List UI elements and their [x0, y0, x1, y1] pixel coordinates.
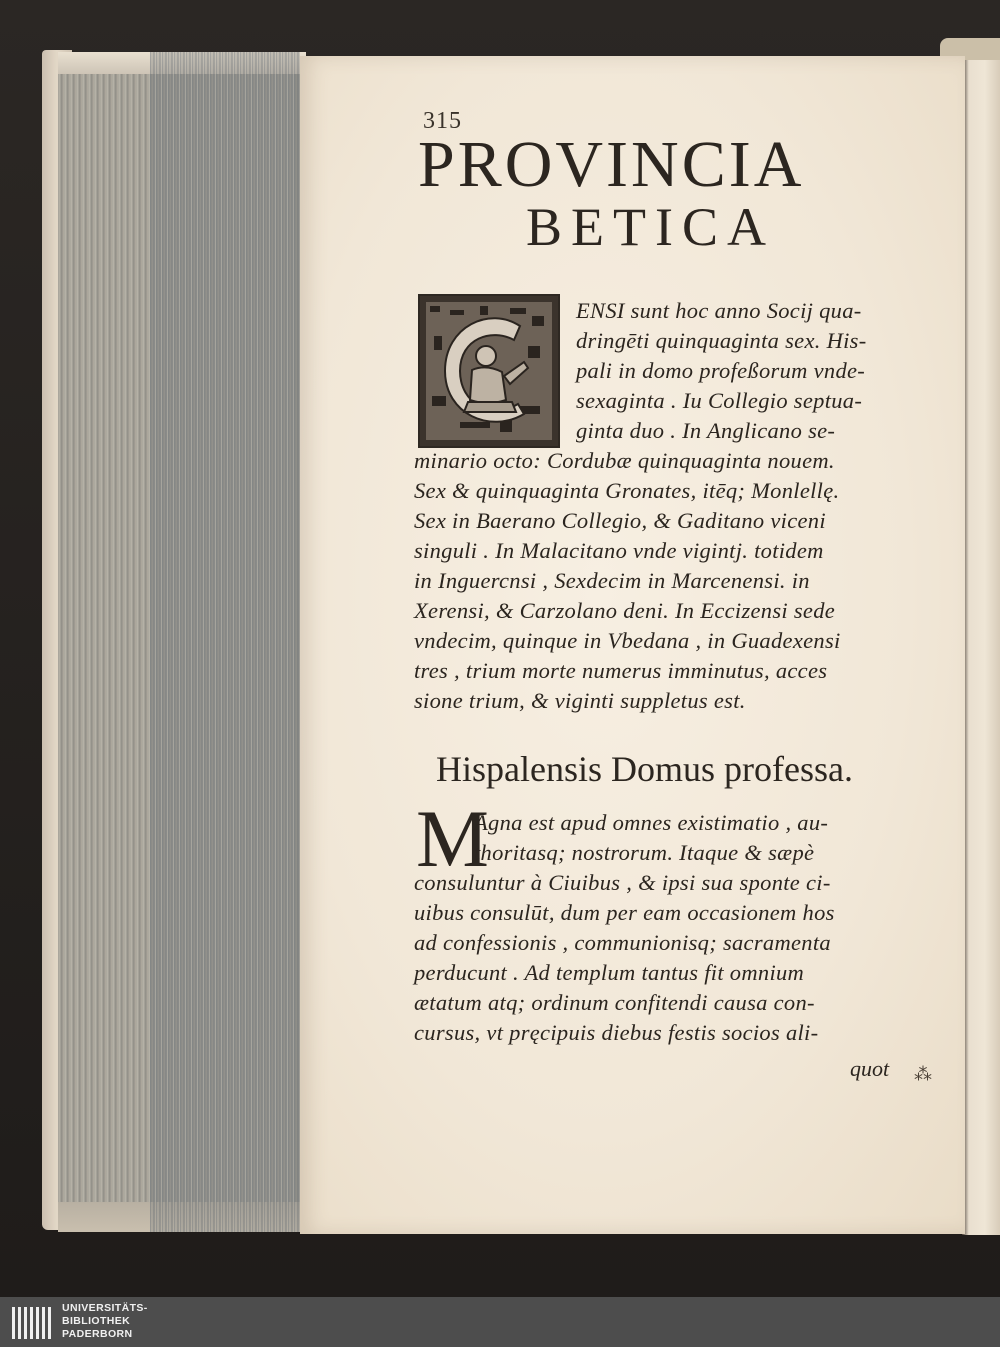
logo-line: BIBLIOTHEK: [62, 1315, 131, 1327]
text-line: Sex in Baerano Collegio, & Gaditano viceni: [414, 508, 826, 533]
text-line: ad confessionis , communionisq; sacramenta: [414, 930, 831, 955]
margin-mark: ⁂: [914, 1064, 932, 1084]
text-line: sexaginta . Iu Collegio septua-: [576, 388, 863, 413]
woodcut-initial-icon: [420, 296, 558, 446]
section-heading: Hispalensis Domus professa.: [436, 749, 853, 789]
text-line: cursus, vt pręcipuis diebus festis socios ali-: [414, 1020, 819, 1045]
page-subtitle: BETICA: [526, 197, 775, 257]
section-paragraph: [414, 868, 914, 1048]
footer-bar: [0, 1297, 1000, 1347]
text-line: vndecim, quinque in Vbedana , in Guadexensi: [414, 628, 841, 653]
library-logo-text[interactable]: [62, 1302, 148, 1341]
text-line: dringēti quinquaginta sex. His-: [576, 328, 867, 353]
text-line: sione trium, & viginti suppletus est.: [414, 688, 746, 713]
text-line: ginta duo . In Anglicano se-: [576, 418, 836, 443]
text-line: in Inguercnsi , Sexdecim in Marcenensi. in: [414, 568, 810, 593]
text-line: ENSI sunt hoc anno Socij qua-: [576, 298, 862, 323]
facing-page-edge: [962, 60, 1000, 1235]
logo-line: UNIVERSITÄTS-: [62, 1302, 148, 1314]
text-line: Agna est apud omnes existimatio , au-: [474, 810, 829, 835]
intro-paragraph: [576, 296, 916, 446]
text-line: pali in domo profeßorum vnde-: [576, 358, 866, 383]
text-line: minario octo: Cordubæ quinquaginta nouem.: [414, 448, 835, 473]
library-bars-icon: [12, 1307, 56, 1339]
text-line: ætatum atq; ordinum confitendi causa con-: [414, 990, 815, 1015]
catchword: quot: [850, 1056, 890, 1081]
intro-paragraph-continued: [414, 446, 914, 716]
text-line: Xerensi, & Carzolano deni. In Eccizensi sede: [414, 598, 836, 623]
section-opening-lines: [474, 808, 914, 868]
text-line: tres , trium morte numerus imminutus, acces: [414, 658, 828, 683]
text-line: Sex & quinquaginta Gronates, itēq; Monlellę.: [414, 478, 840, 503]
logo-line: PADERBORN: [62, 1328, 133, 1340]
text-line: consuluntur à Ciuibus , & ipsi sua sponte ci-: [414, 870, 831, 895]
page-stack-shading: [150, 52, 300, 1232]
page-number: 315: [423, 108, 462, 134]
text-line: thoritasq; nostrorum. Itaque & sæpè: [474, 840, 815, 865]
page-title: PROVINCIA: [418, 128, 805, 201]
text-line: singuli . In Malacitano vnde vigintj. totidem: [414, 538, 824, 563]
text-line: perducunt . Ad templum tantus fit omnium: [414, 960, 805, 985]
text-line: uibus consulūt, dum per eam occasionem hos: [414, 900, 835, 925]
section-initial: M: [416, 793, 489, 884]
